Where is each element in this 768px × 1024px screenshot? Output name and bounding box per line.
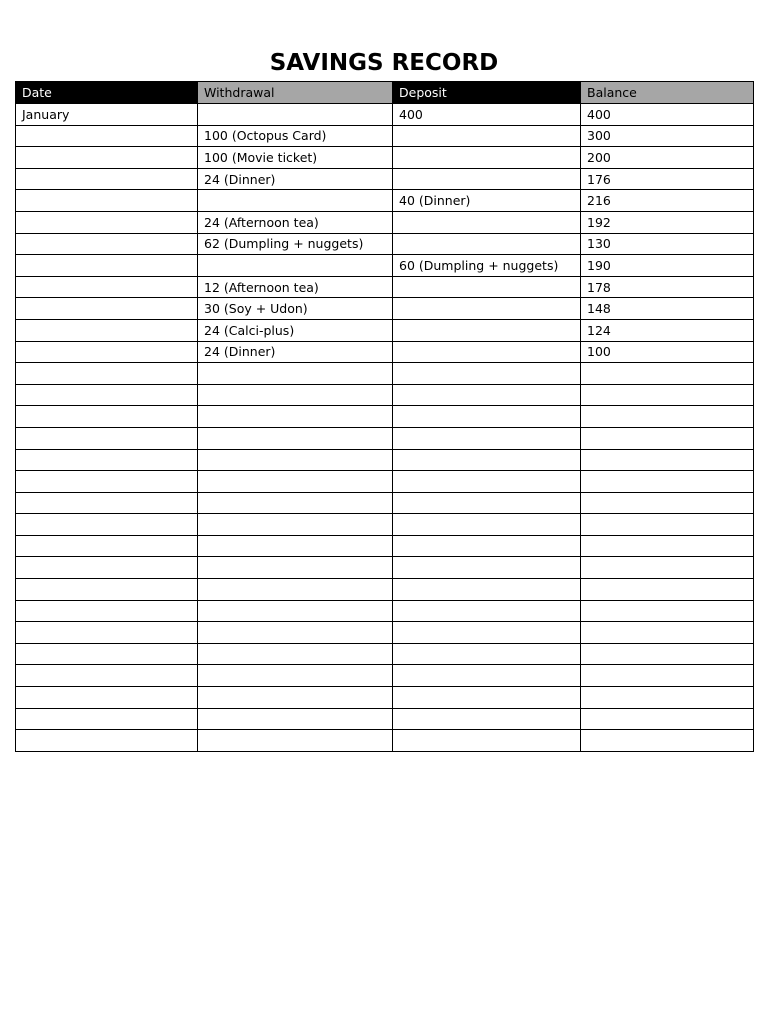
cell-deposit [393, 449, 581, 471]
cell-balance [581, 708, 754, 730]
cell-withdrawal [198, 471, 393, 493]
cell-date [16, 514, 198, 536]
cell-balance [581, 687, 754, 709]
table-header-row [16, 82, 754, 104]
cell-date [16, 730, 198, 752]
cell-deposit [393, 168, 581, 190]
cell-balance [581, 384, 754, 406]
cell-balance [581, 665, 754, 687]
table-row [16, 125, 754, 147]
cell-deposit [393, 557, 581, 579]
cell-withdrawal: 24 (Afternoon tea) [198, 211, 393, 233]
cell-withdrawal [198, 427, 393, 449]
cell-balance: 124 [581, 319, 754, 341]
cell-date [16, 665, 198, 687]
cell-date [16, 406, 198, 428]
table-row [16, 298, 754, 320]
column-header-balance: Balance [581, 82, 754, 104]
table-row [16, 600, 754, 622]
cell-withdrawal [198, 406, 393, 428]
cell-balance: 148 [581, 298, 754, 320]
cell-deposit [393, 233, 581, 255]
cell-deposit [393, 687, 581, 709]
cell-deposit [393, 535, 581, 557]
table-row [16, 665, 754, 687]
cell-deposit: 400 [393, 104, 581, 126]
cell-balance [581, 514, 754, 536]
cell-withdrawal: 24 (Dinner) [198, 168, 393, 190]
cell-date [16, 492, 198, 514]
column-header-deposit: Deposit [393, 82, 581, 104]
table-row [16, 579, 754, 601]
cell-date [16, 298, 198, 320]
table-row [16, 276, 754, 298]
cell-withdrawal [198, 384, 393, 406]
cell-balance: 176 [581, 168, 754, 190]
table-row [16, 643, 754, 665]
cell-balance: 300 [581, 125, 754, 147]
cell-date [16, 535, 198, 557]
cell-date [16, 579, 198, 601]
cell-deposit [393, 427, 581, 449]
savings-table [15, 81, 754, 752]
cell-deposit [393, 276, 581, 298]
table-row [16, 319, 754, 341]
cell-balance [581, 643, 754, 665]
table-row [16, 622, 754, 644]
table-row [16, 449, 754, 471]
cell-date [16, 341, 198, 363]
cell-withdrawal: 24 (Calci-plus) [198, 319, 393, 341]
table-row [16, 708, 754, 730]
cell-date: January [16, 104, 198, 126]
cell-deposit [393, 622, 581, 644]
cell-deposit: 60 (Dumpling + nuggets) [393, 255, 581, 277]
table-row [16, 104, 754, 126]
cell-balance [581, 492, 754, 514]
cell-date [16, 168, 198, 190]
cell-balance [581, 535, 754, 557]
column-header-date: Date [16, 82, 198, 104]
table-row [16, 471, 754, 493]
cell-withdrawal [198, 190, 393, 212]
table-row [16, 557, 754, 579]
cell-deposit [393, 492, 581, 514]
cell-date [16, 276, 198, 298]
cell-date [16, 622, 198, 644]
cell-balance [581, 730, 754, 752]
cell-withdrawal [198, 557, 393, 579]
cell-withdrawal: 62 (Dumpling + nuggets) [198, 233, 393, 255]
cell-deposit: 40 (Dinner) [393, 190, 581, 212]
cell-balance: 190 [581, 255, 754, 277]
cell-deposit [393, 643, 581, 665]
cell-date [16, 708, 198, 730]
cell-withdrawal [198, 104, 393, 126]
table-row [16, 255, 754, 277]
cell-date [16, 233, 198, 255]
table-row [16, 168, 754, 190]
table-body [16, 104, 754, 752]
cell-withdrawal [198, 730, 393, 752]
cell-balance: 400 [581, 104, 754, 126]
cell-withdrawal [198, 579, 393, 601]
cell-deposit [393, 730, 581, 752]
cell-date [16, 384, 198, 406]
table-row [16, 492, 754, 514]
table-row [16, 147, 754, 169]
column-header-withdrawal: Withdrawal [198, 82, 393, 104]
cell-withdrawal [198, 363, 393, 385]
cell-deposit [393, 708, 581, 730]
page-title: SAVINGS RECORD [269, 50, 499, 77]
cell-balance [581, 449, 754, 471]
cell-deposit [393, 471, 581, 493]
cell-withdrawal [198, 514, 393, 536]
cell-balance: 100 [581, 341, 754, 363]
cell-deposit [393, 341, 581, 363]
cell-withdrawal: 24 (Dinner) [198, 341, 393, 363]
cell-date [16, 190, 198, 212]
cell-balance [581, 600, 754, 622]
table-row [16, 211, 754, 233]
cell-deposit [393, 406, 581, 428]
cell-withdrawal [198, 600, 393, 622]
cell-balance: 200 [581, 147, 754, 169]
table-row [16, 406, 754, 428]
cell-date [16, 211, 198, 233]
cell-balance [581, 406, 754, 428]
cell-deposit [393, 211, 581, 233]
cell-withdrawal [198, 708, 393, 730]
cell-balance: 216 [581, 190, 754, 212]
cell-balance: 178 [581, 276, 754, 298]
cell-withdrawal: 30 (Soy + Udon) [198, 298, 393, 320]
table-row [16, 535, 754, 557]
cell-date [16, 147, 198, 169]
cell-withdrawal [198, 255, 393, 277]
table-row [16, 687, 754, 709]
cell-withdrawal [198, 687, 393, 709]
table-row [16, 190, 754, 212]
cell-date [16, 427, 198, 449]
table-row [16, 233, 754, 255]
cell-date [16, 471, 198, 493]
cell-deposit [393, 384, 581, 406]
cell-date [16, 557, 198, 579]
cell-deposit [393, 125, 581, 147]
cell-balance [581, 471, 754, 493]
cell-balance [581, 557, 754, 579]
cell-withdrawal [198, 449, 393, 471]
cell-withdrawal [198, 665, 393, 687]
cell-deposit [393, 319, 581, 341]
cell-withdrawal: 100 (Movie ticket) [198, 147, 393, 169]
cell-deposit [393, 363, 581, 385]
cell-date [16, 363, 198, 385]
cell-date [16, 255, 198, 277]
table-row [16, 384, 754, 406]
cell-deposit [393, 514, 581, 536]
cell-deposit [393, 298, 581, 320]
table-row [16, 514, 754, 536]
cell-withdrawal [198, 622, 393, 644]
table-row [16, 427, 754, 449]
cell-date [16, 643, 198, 665]
cell-withdrawal [198, 492, 393, 514]
cell-deposit [393, 600, 581, 622]
cell-withdrawal: 12 (Afternoon tea) [198, 276, 393, 298]
cell-date [16, 449, 198, 471]
cell-deposit [393, 147, 581, 169]
table-row [16, 730, 754, 752]
cell-withdrawal: 100 (Octopus Card) [198, 125, 393, 147]
cell-date [16, 600, 198, 622]
cell-balance [581, 427, 754, 449]
cell-withdrawal [198, 643, 393, 665]
cell-withdrawal [198, 535, 393, 557]
cell-date [16, 319, 198, 341]
cell-balance [581, 363, 754, 385]
cell-balance [581, 579, 754, 601]
cell-balance [581, 622, 754, 644]
cell-deposit [393, 579, 581, 601]
cell-balance: 192 [581, 211, 754, 233]
cell-deposit [393, 665, 581, 687]
cell-date [16, 687, 198, 709]
table-row [16, 363, 754, 385]
table-row [16, 341, 754, 363]
cell-date [16, 125, 198, 147]
cell-balance: 130 [581, 233, 754, 255]
